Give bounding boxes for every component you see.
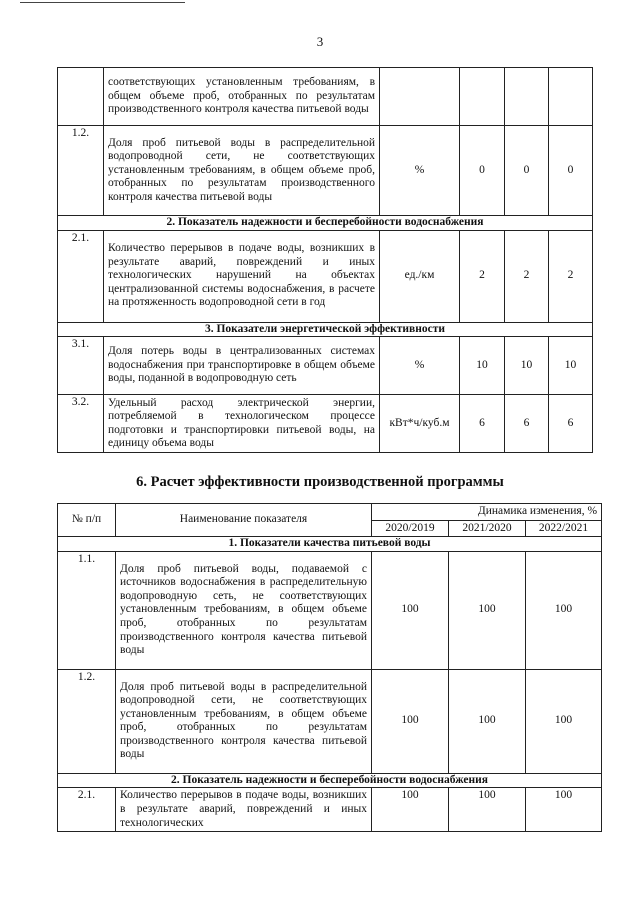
- column-header-year: 2020/2019: [372, 520, 449, 537]
- section-title: 2. Показатель надежности и бесперебойности водоснабжения: [58, 773, 602, 788]
- indicator-name: Доля потерь воды в централизованных системах водоснабжения при транспортировке в общем объеме воды, поданной в водопроводную сеть: [104, 337, 380, 395]
- indicators-table: [57, 67, 593, 453]
- section-row: [58, 216, 593, 231]
- row-number: 2.1.: [58, 788, 116, 832]
- indicator-name: Количество перерывов в подаче воды, возникших в результате аварий, повреждений и иных технологических нарушений на объектах централизованной системы водоснабжения, в расчете на протяженность водопроводной сети в год: [104, 230, 380, 322]
- value-cell: 10: [460, 337, 505, 395]
- table-row: [58, 230, 593, 322]
- column-header-year: 2021/2020: [449, 520, 526, 537]
- column-header-year: 2022/2021: [526, 520, 602, 537]
- row-number: 1.2.: [58, 126, 104, 216]
- row-number: [58, 68, 104, 126]
- section-row: [58, 537, 602, 552]
- value-cell: [549, 68, 593, 126]
- section-row: [58, 773, 602, 788]
- indicator-name: Удельный расход электрической энергии, потребляемой в технологическом процессе подготовки и транспортировки питьевой воды, на единицу объема воды: [104, 395, 380, 453]
- value-cell: 0: [505, 126, 549, 216]
- indicator-unit: кВт*ч/куб.м: [380, 395, 460, 453]
- indicator-name: Доля проб питьевой воды, подаваемой с источников водоснабжения в распределительную водопроводную сеть, не соответствующих установленным требованиям, в общем объеме проб, отобранных по результатам производственного контроля качества питьевой воды: [116, 551, 372, 669]
- table-row: [58, 551, 602, 669]
- value-cell: 100: [449, 788, 526, 832]
- value-cell: 2: [549, 230, 593, 322]
- table-row: [58, 337, 593, 395]
- column-header-name: Наименование показателя: [116, 504, 372, 537]
- table-row: [58, 788, 602, 832]
- section-row: [58, 322, 593, 337]
- value-cell: 6: [505, 395, 549, 453]
- row-number: 1.1.: [58, 551, 116, 669]
- row-number: 2.1.: [58, 230, 104, 322]
- value-cell: 6: [549, 395, 593, 453]
- value-cell: 0: [460, 126, 505, 216]
- row-number: 1.2.: [58, 669, 116, 773]
- value-cell: 0: [549, 126, 593, 216]
- value-cell: 100: [372, 551, 449, 669]
- value-cell: 100: [449, 551, 526, 669]
- indicator-unit: ед./км: [380, 230, 460, 322]
- value-cell: 10: [549, 337, 593, 395]
- section-title: 2. Показатель надежности и бесперебойности водоснабжения: [58, 216, 593, 231]
- value-cell: [460, 68, 505, 126]
- row-number: 3.1.: [58, 337, 104, 395]
- value-cell: 100: [372, 669, 449, 773]
- column-header-dynamics: Динамика изменения, %: [372, 504, 602, 521]
- page-number: 3: [316, 34, 324, 49]
- value-cell: 100: [526, 669, 602, 773]
- indicator-name: Доля проб питьевой воды в распределительной водопроводной сети, не соответствующих установленным требованиям, в общем объеме проб, отобранных по результатам производственного контроля качества питьевой воды: [104, 126, 380, 216]
- value-cell: 100: [449, 669, 526, 773]
- indicator-name: Количество перерывов в подаче воды, возникших в результате аварий, повреждений и иных технологических: [116, 788, 372, 832]
- header-row: [58, 504, 602, 521]
- table-row: [58, 68, 593, 126]
- indicator-name: Доля проб питьевой воды в распределительной водопроводной сети, не соответствующих установленным требованиям, в общем объеме проб, отобранных по результатам производственного контроля качества питьевой воды: [116, 669, 372, 773]
- value-cell: 100: [526, 551, 602, 669]
- value-cell: 6: [460, 395, 505, 453]
- section-title: 1. Показатели качества питьевой воды: [58, 537, 602, 552]
- column-header-number: № п/п: [58, 504, 116, 537]
- table-row: [58, 669, 602, 773]
- row-number: 3.2.: [58, 395, 104, 453]
- value-cell: 10: [505, 337, 549, 395]
- indicator-name: соответствующих установленным требованиям, в общем объеме проб, отобранных по результатам производственного контроля качества питьевой воды: [104, 68, 380, 126]
- indicator-unit: %: [380, 126, 460, 216]
- value-cell: 100: [372, 788, 449, 832]
- value-cell: 2: [505, 230, 549, 322]
- table-row: [58, 395, 593, 453]
- efficiency-table: [57, 503, 602, 832]
- table-row: [58, 126, 593, 216]
- header-rule: [20, 2, 185, 3]
- section-title: 3. Показатели энергетической эффективности: [58, 322, 593, 337]
- indicator-unit: [380, 68, 460, 126]
- indicator-unit: %: [380, 337, 460, 395]
- value-cell: 100: [526, 788, 602, 832]
- value-cell: [505, 68, 549, 126]
- section-heading: 6. Расчет эффективности производственной программы: [136, 474, 504, 490]
- value-cell: 2: [460, 230, 505, 322]
